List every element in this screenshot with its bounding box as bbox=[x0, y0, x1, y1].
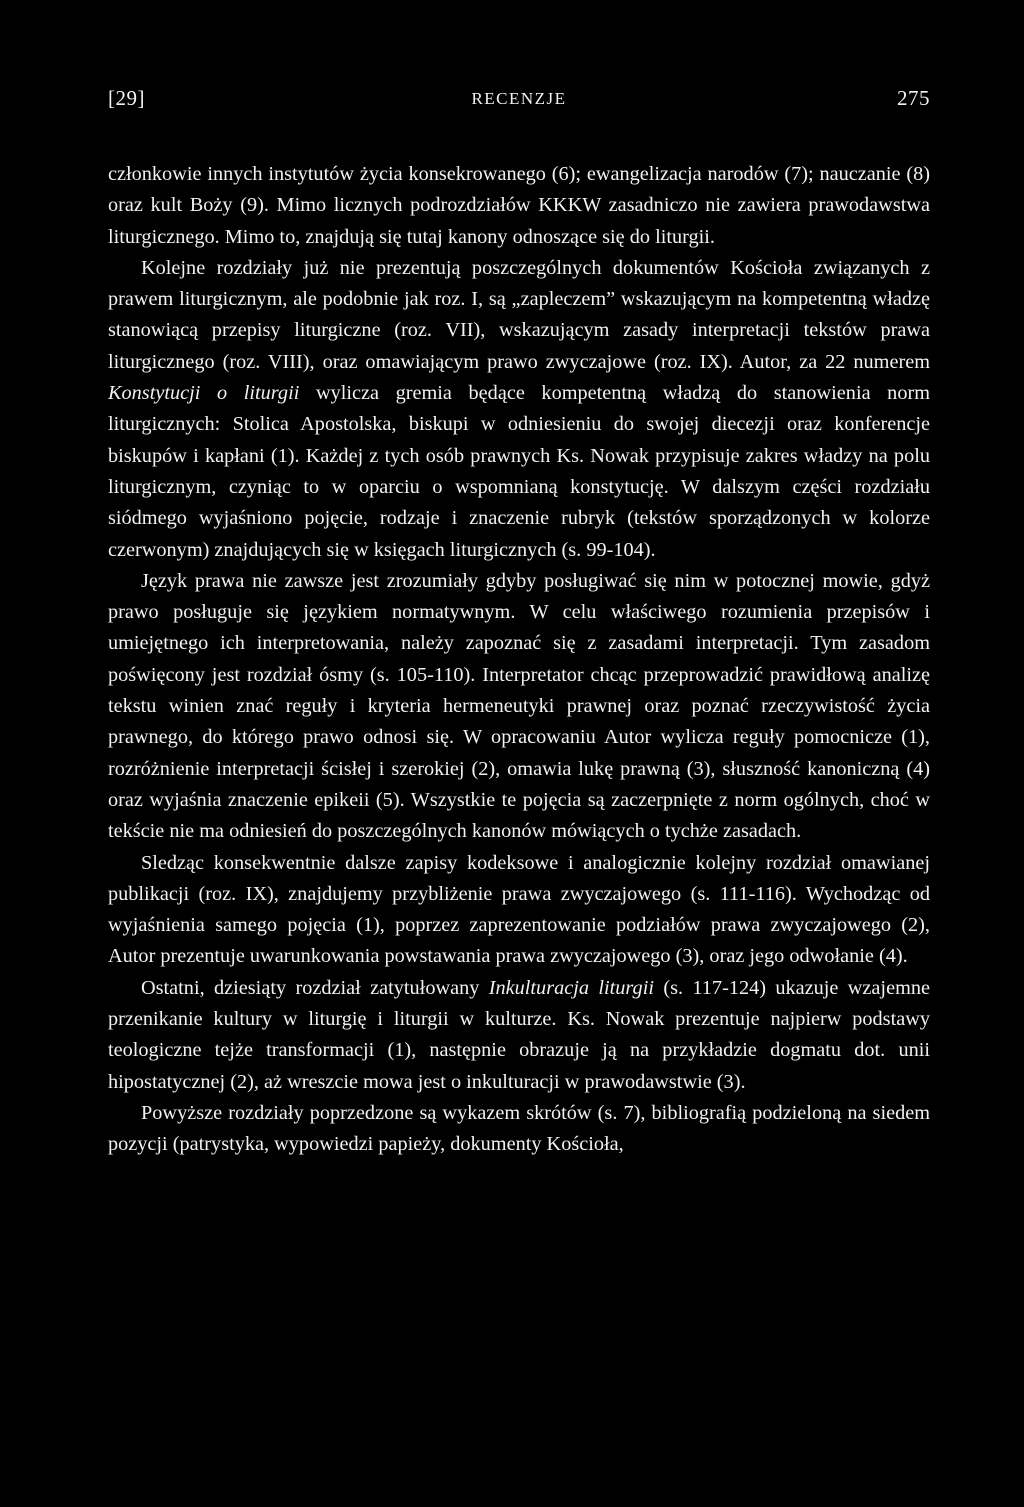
body-text bbox=[108, 159, 930, 1161]
paragraph-p3 bbox=[108, 566, 930, 848]
section-title: RECENZJE bbox=[471, 89, 567, 108]
text-segment: Język prawa nie zawsze jest zrozumiały gdyby posługiwać się nim w potocznej mowie, gdyż prawo posługuje się językiem normatywnym. W celu właściwego rozumienia przepisów i umiejętnego ich interpretowania, należy zapoznać się z zasadami interpretacji. Tym zasadom poświęcony jest rozdział ósmy (s. 105-110). Interpretator chcąc przeprowadzić prawidłową analizę tekstu winien znać reguły i kryteria hermeneutyki prawnej oraz poznać rzeczywistość życia prawnego, do którego prawo odnosi się. W opracowaniu Autor wylicza reguły pomocnicze (1), rozróżnienie interpretacji ścisłej i szerokiej (2), omawia lukę prawną (3), słuszność kanoniczną (4) oraz wyjaśnia znaczenie epikeii (5). Wszystkie te pojęcia są zaczerpnięte z norm ogólnych, choć w tekście nie ma odniesień do poszczególnych kanonów mówiących o tychże zasadach. bbox=[108, 569, 930, 843]
italic-title: Inkulturacja liturgii bbox=[488, 976, 654, 999]
paragraph-p2 bbox=[108, 253, 930, 566]
text-segment: Ostatni, dziesiąty rozdział zatytułowany bbox=[141, 976, 489, 999]
document-page bbox=[108, 86, 930, 1161]
italic-title: Konstytucji o liturgii bbox=[108, 382, 300, 405]
running-header bbox=[108, 86, 930, 122]
paragraph-p4 bbox=[108, 848, 930, 973]
text-segment: (s. 117-124) ukazuje wzajemne przenikanie kultury w liturgię i liturgii w kulturze. Ks. Nowak prezentuje najpierw podstawy teologiczne tejże transformacji (1), następnie obrazuje ją na przykładzie dogmatu dot. unii hipostatycznej (2), aż wreszcie mowa jest o inkulturacji w prawodawstwie (3). bbox=[108, 976, 930, 1093]
text-segment: członkowie innych instytutów życia konsekrowanego (6); ewangelizacja narodów (7); nauczanie (8) oraz kult Boży (9). Mimo licznych podrozdziałów KKKW zasadniczo nie zawiera prawodawstwa liturgicznego. Mimo to, znajdują się tutaj kanony odnoszące się do liturgii. bbox=[108, 163, 930, 248]
text-segment: Kolejne rozdziały już nie prezentują poszczególnych dokumentów Kościoła związanych z prawem liturgicznym, ale podobnie jak roz. I, są „zapleczem” wskazującym na kompetentną władzę stanowiącą przepisy liturgiczne (roz. VII), wskazującym zasady interpretacji tekstów prawa liturgicznego (roz. VIII), oraz omawiającym prawo zwyczajowe (roz. IX). Autor, za 22 numerem bbox=[108, 256, 930, 373]
page-reference: [29] bbox=[108, 86, 145, 110]
text-segment: Sledząc konsekwentnie dalsze zapisy kodeksowe i analogicznie kolejny rozdział omawianej publikacji (roz. IX), znajdujemy przybliżenie prawa zwyczajowego (s. 111-116). Wychodząc od wyjaśnienia samego pojęcia (1), poprzez zaprezentowanie podziałów prawa zwyczajowego (2), Autor prezentuje uwarunkowania powstawania prawa zwyczajowego (3), oraz jego odwołanie (4). bbox=[108, 851, 930, 968]
text-segment: Powyższe rozdziały poprzedzone są wykazem skrótów (s. 7), bibliografią podzieloną na siedem pozycji (patrystyka, wypowiedzi papieży, dokumenty Kościoła, bbox=[108, 1101, 930, 1156]
page-number: 275 bbox=[897, 86, 930, 110]
paragraph-p5 bbox=[108, 973, 930, 1098]
paragraph-p6 bbox=[108, 1098, 930, 1161]
text-segment: wylicza gremia będące kompetentną władzą do stanowienia norm liturgicznych: Stolica Apostolska, biskupi w odniesieniu do swojej diecezji oraz konferencje biskupów i kapłani (1). Każdej z tych osób prawnych Ks. Nowak przypisuje zakres władzy na polu liturgicznym, czyniąc to w oparciu o wspomnianą konstytucję. W dalszym części rozdziału siódmego wyjaśniono pojęcie, rodzaje i znaczenie rubryk (tekstów sporządzonych w kolorze czerwonym) znajdujących się w księgach liturgicznych (s. 99-104). bbox=[108, 382, 930, 561]
paragraph-p1 bbox=[108, 159, 930, 253]
